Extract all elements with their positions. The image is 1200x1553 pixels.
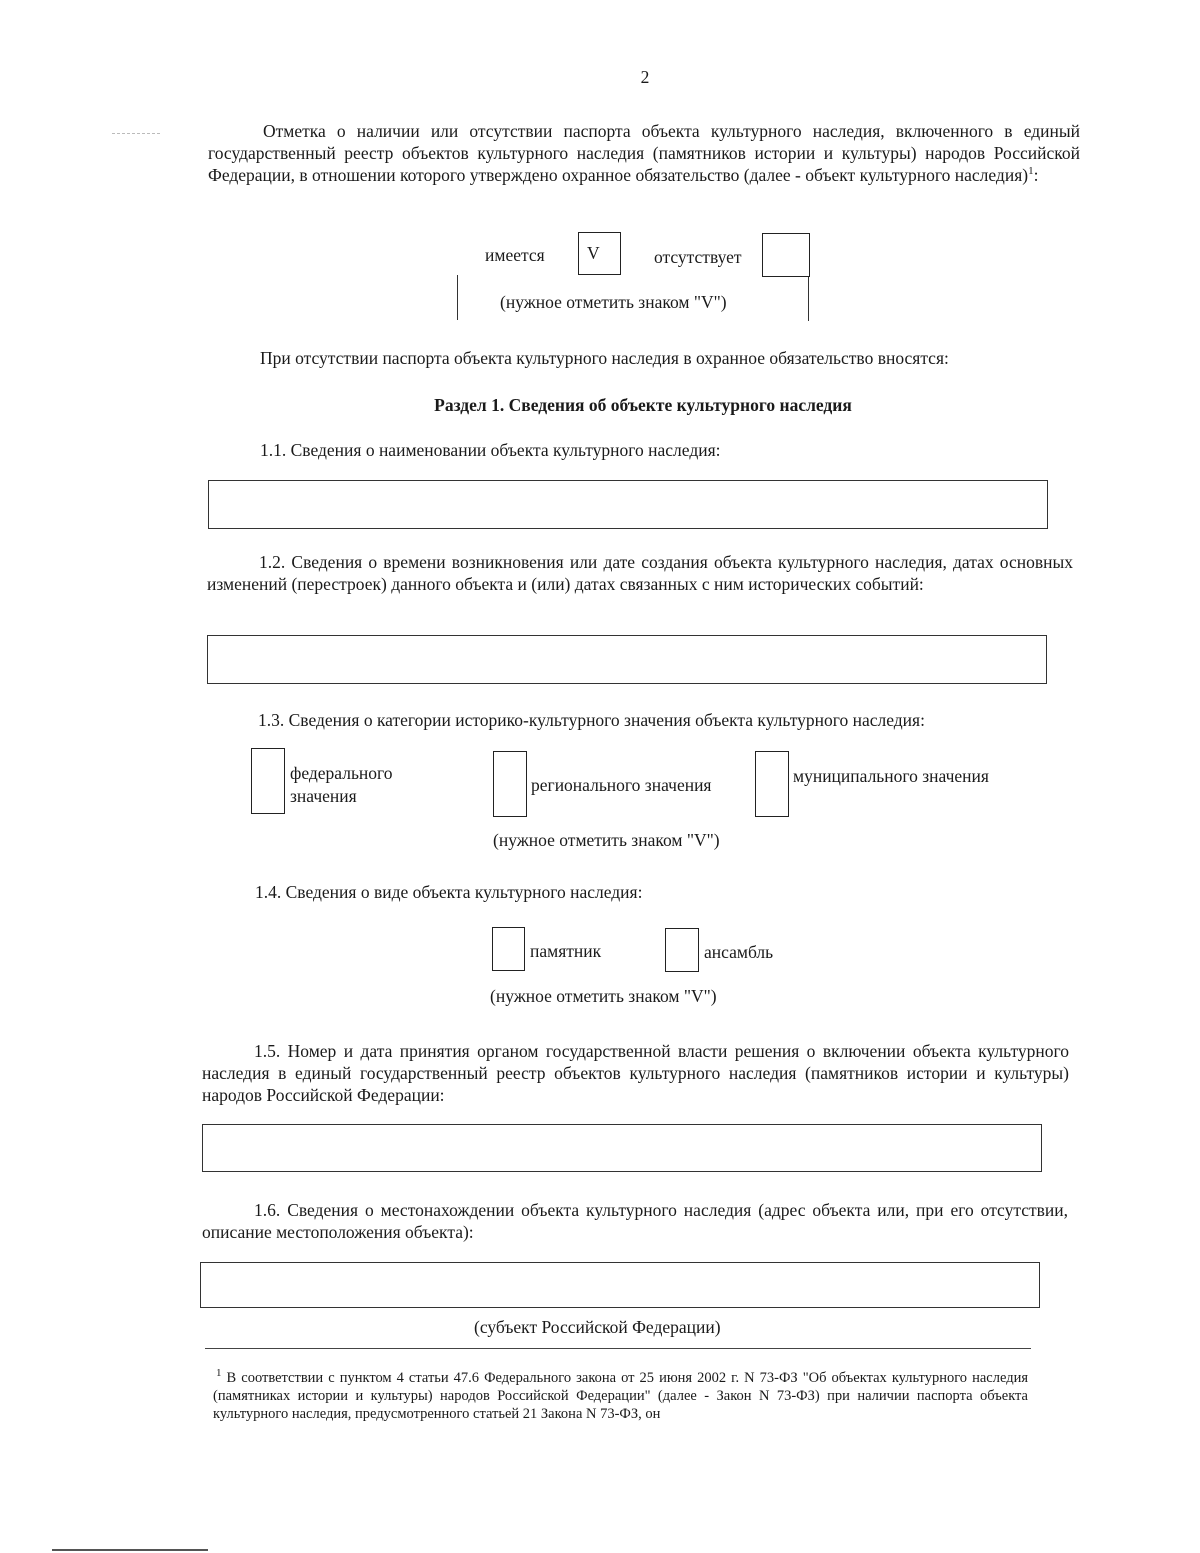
type-ensemble-label: ансамбль bbox=[704, 942, 774, 962]
intro-text: Отметка о наличии или отсутствии паспорта объекта культурного наследия, включенного в единый государственный реестр объектов культурного наследия (памятников истории и культуры) народов Российской Федерации, в отношении которого утверждено охранное обязательство (далее - объект культурного наследия) bbox=[208, 121, 1080, 185]
item-1-1-field[interactable] bbox=[208, 480, 1048, 529]
category-federal-checkbox[interactable] bbox=[251, 748, 285, 814]
passport-frame-left bbox=[457, 275, 458, 320]
intro-paragraph bbox=[208, 120, 1080, 186]
checkbox-mark: V bbox=[587, 243, 600, 263]
page-number: 2 bbox=[640, 67, 650, 87]
type-ensemble-checkbox[interactable] bbox=[665, 928, 699, 972]
passport-no-label: отсутствует bbox=[654, 247, 742, 267]
category-federal-label bbox=[290, 762, 393, 808]
category-hint: (нужное отметить знаком "V") bbox=[493, 830, 720, 850]
item-1-6-caption: (субъект Российской Федерации) bbox=[474, 1317, 721, 1337]
item-1-4-label: 1.4. Сведения о виде объекта культурного наследия: bbox=[255, 882, 643, 902]
category-federal-line2: значения bbox=[290, 786, 357, 806]
category-municipal-checkbox[interactable] bbox=[755, 751, 789, 817]
passport-no-checkbox[interactable] bbox=[762, 233, 810, 277]
item-1-5-label: 1.5. Номер и дата принятия органом государственной власти решения о включении объекта культурного наследия в единый государственный реестр объектов культурного наследия (памятников истории и культуры) народов Российской Федерации: bbox=[202, 1041, 1069, 1105]
scan-mark-bottom-left bbox=[52, 1549, 208, 1551]
category-regional-label: регионального значения bbox=[531, 775, 712, 795]
item-1-3-label: 1.3. Сведения о категории историко-культурного значения объекта культурного наследия: bbox=[258, 710, 925, 730]
item-1-2-field[interactable] bbox=[207, 635, 1047, 684]
scan-mark-top-left bbox=[112, 133, 160, 134]
footnote bbox=[213, 1369, 1028, 1423]
footnote-mark: 1 bbox=[216, 1367, 222, 1380]
item-1-2-label: 1.2. Сведения о времени возникновения или дате создания объекта культурного наследия, датах основных изменений (перестроек) данного объекта и (или) датах связанных с ним исторических событий: bbox=[207, 552, 1073, 594]
absence-text: При отсутствии паспорта объекта культурного наследия в охранное обязательство вносятся: bbox=[260, 348, 949, 368]
type-monument-checkbox[interactable] bbox=[492, 927, 525, 971]
section-title: Раздел 1. Сведения об объекте культурного наследия bbox=[434, 395, 852, 415]
category-federal-line1: федерального bbox=[290, 763, 393, 783]
item-1-6-label: 1.6. Сведения о местонахождении объекта культурного наследия (адрес объекта или, при его отсутствии, описание местоположения объекта): bbox=[202, 1200, 1068, 1242]
category-regional-checkbox[interactable] bbox=[493, 751, 527, 817]
type-hint: (нужное отметить знаком "V") bbox=[490, 986, 717, 1006]
intro-colon: : bbox=[1033, 165, 1039, 185]
passport-frame-right bbox=[808, 277, 809, 321]
item-1-1-label: 1.1. Сведения о наименовании объекта культурного наследия: bbox=[260, 440, 721, 460]
footnote-separator bbox=[205, 1348, 1031, 1349]
item-1-6-field[interactable] bbox=[200, 1262, 1040, 1308]
passport-yes-label: имеется bbox=[485, 245, 545, 265]
passport-yes-checkbox[interactable] bbox=[578, 232, 621, 275]
item-1-5-field[interactable] bbox=[202, 1124, 1042, 1172]
footnote-ref: 1 bbox=[1028, 165, 1034, 178]
passport-hint: (нужное отметить знаком "V") bbox=[500, 292, 727, 312]
footnote-text: В соответствии с пунктом 4 статьи 47.6 Федерального закона от 25 июня 2002 г. N 73-ФЗ "Об объектах культурного наследия (памятниках истории и культуры) народов Российской Федерации" (далее - Закон N 73-ФЗ) при наличии паспорта объекта культурного наследия, предусмотренного статьей 21 Закона N 73-ФЗ, он bbox=[213, 1370, 1029, 1422]
type-monument-label: памятник bbox=[530, 941, 602, 961]
category-municipal-label: муниципального значения bbox=[793, 766, 989, 786]
